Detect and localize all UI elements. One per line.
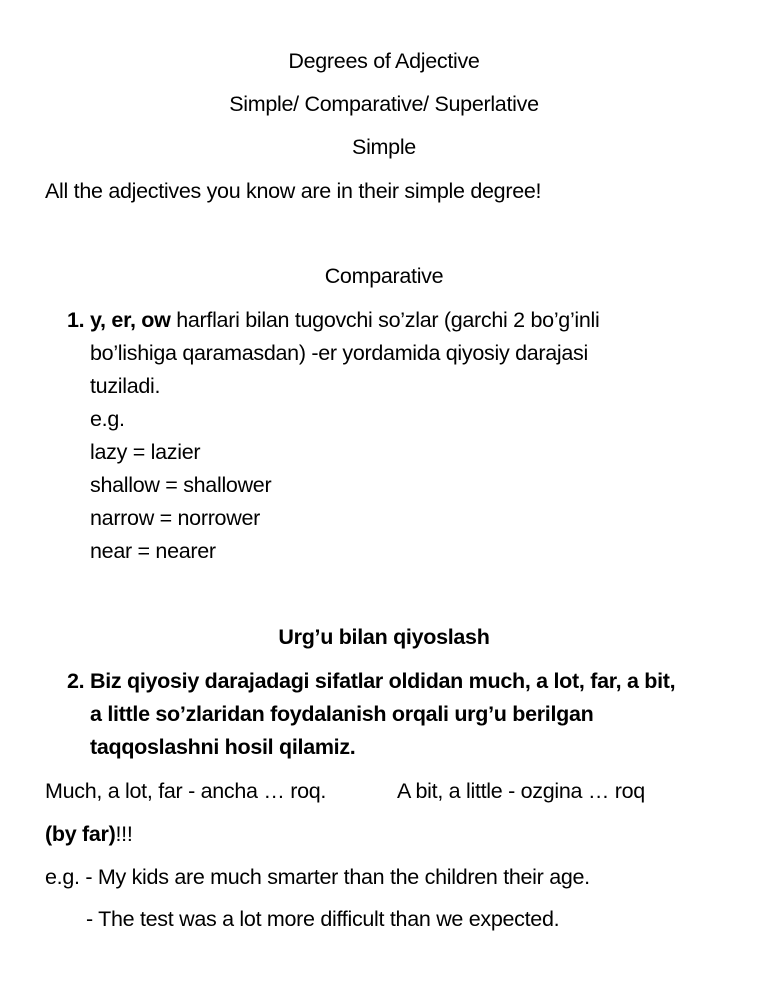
example-item: lazy = lazier (90, 440, 201, 464)
rule-1-bold-suffixes: y, er, ow (90, 308, 171, 332)
rule-1-line-2: bo’lishiga qaramasdan) -er yordamida qiyosiy darajasi (90, 341, 588, 365)
example-label: e.g. (90, 407, 125, 431)
rule-1-line-3: tuziladi. (90, 374, 161, 398)
translation-much: Much, a lot, far - ancha … roq. (45, 779, 327, 803)
list-number-2: 2. (67, 669, 85, 693)
section-heading-simple: Simple (352, 135, 416, 159)
by-far-exclamation: !!! (115, 822, 133, 846)
rule-1-line-1 (90, 310, 600, 332)
example-item: near = nearer (90, 539, 216, 563)
example-sentence-2: - The test was a lot more difficult than we expected. (86, 907, 560, 931)
by-far-note (45, 824, 133, 846)
rule-2-line-1: Biz qiyosiy darajadagi sifatlar oldidan much, a lot, far, a bit, (90, 669, 676, 693)
example-sentence-1-text: My kids are much smarter than the children their age. (97, 865, 590, 889)
list-number-1: 1. (67, 308, 85, 332)
section-heading-emphasis: Urg’u bilan qiyoslash (278, 625, 490, 649)
section-heading-comparative: Comparative (324, 264, 444, 288)
document-subtitle: Simple/ Comparative/ Superlative (229, 92, 539, 116)
example-item: shallow = shallower (90, 473, 272, 497)
by-far-bold: (by far) (45, 822, 116, 846)
translation-a-bit: A bit, a little - ozgina … roq (397, 779, 645, 803)
rule-2-line-2: a little so’zlaridan foydalanish orqali urg’u berilgan (90, 702, 594, 726)
rule-1-line-1-text: harflari bilan tugovchi so’zlar (garchi 2 bo’g’inli (170, 308, 600, 332)
rule-2-line-3: taqqoslashni hosil qilamiz. (90, 735, 356, 759)
simple-description: All the adjectives you know are in their simple degree! (45, 179, 542, 203)
example-sentence-1 (45, 867, 590, 889)
example-item: narrow = norrower (90, 506, 260, 530)
example-label-eg: e.g. - (45, 865, 98, 889)
document-title: Degrees of Adjective (288, 49, 480, 73)
